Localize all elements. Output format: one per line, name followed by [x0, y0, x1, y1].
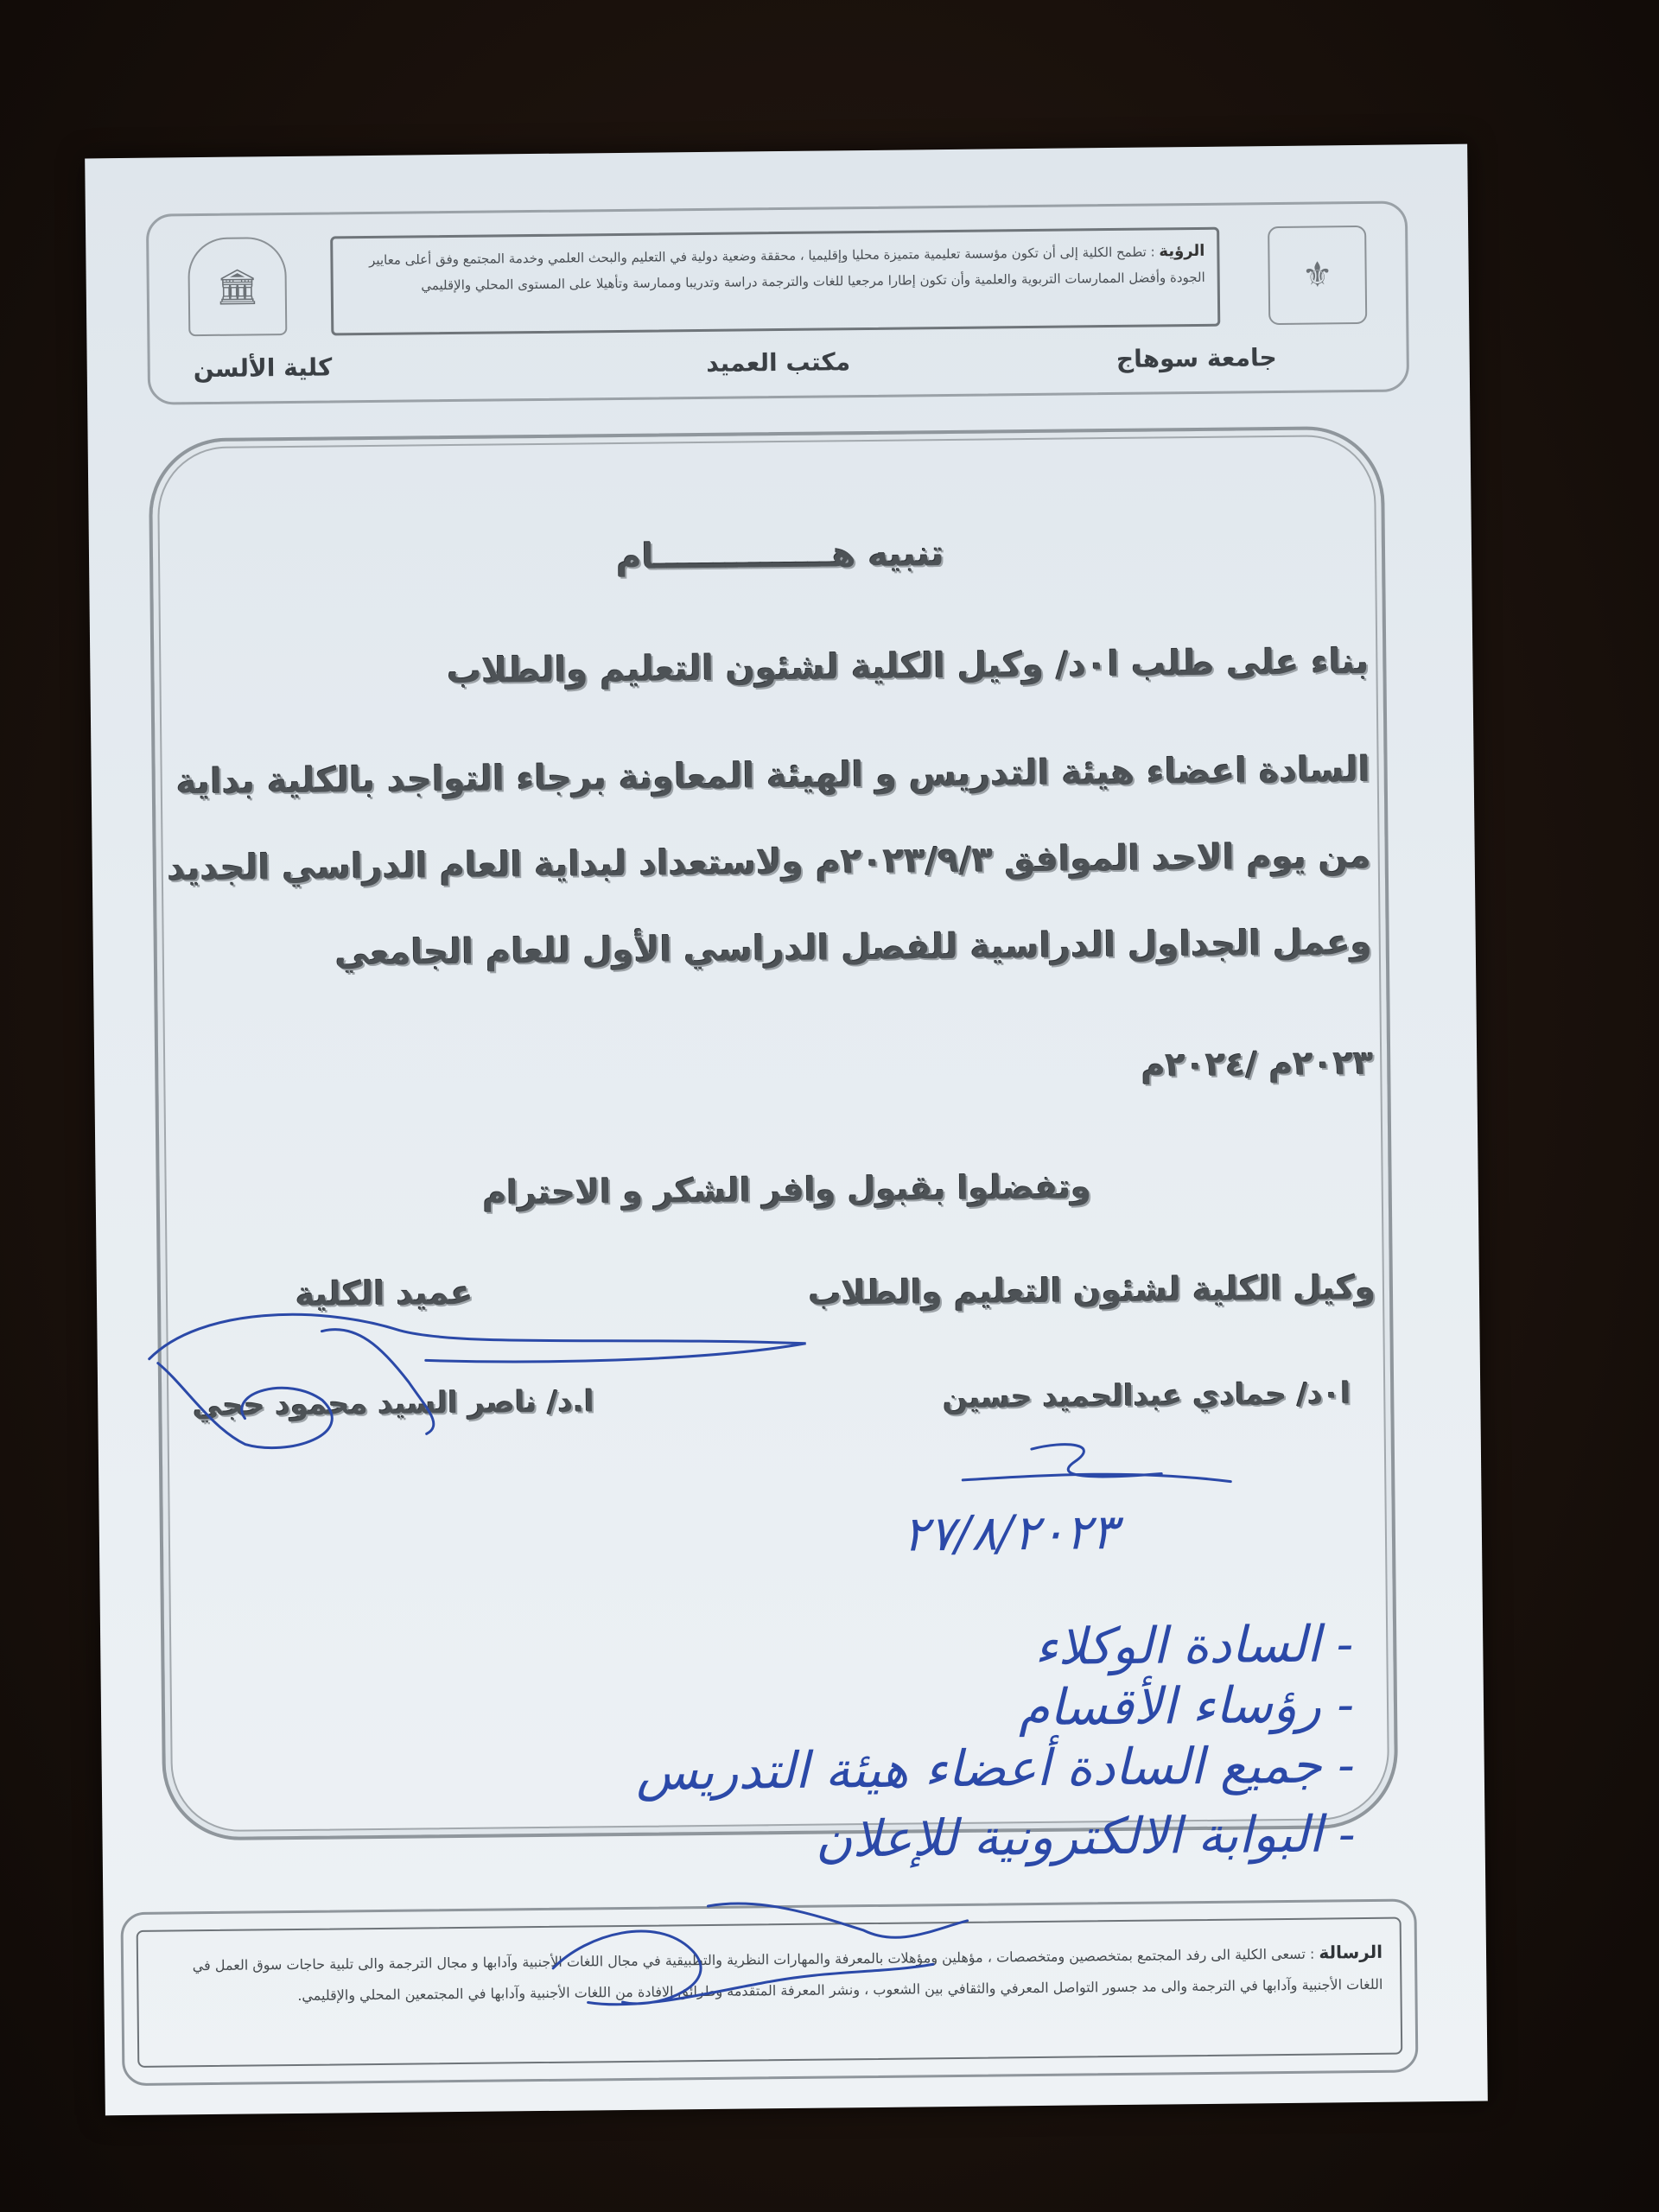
notice-line-5: ٢٠٢٣م /٢٠٢٤م — [1141, 1043, 1374, 1084]
letterhead — [146, 200, 1409, 404]
university-logo-icon: ⚜ — [1268, 226, 1367, 325]
vice-dean-title: وكيل الكلية لشئون التعليم والطلاب — [808, 1268, 1376, 1313]
dean-title: عميد الكلية — [295, 1273, 474, 1313]
dean-name: ا.د/ ناصر السيد محمود حجي — [193, 1384, 594, 1424]
handwritten-note-3: - جميع السادة أعضاء هيئة التدريس — [635, 1735, 1356, 1802]
handwritten-note-4: - البوابة الالكترونية للإعلان — [815, 1804, 1356, 1869]
office-name: مكتب العميد — [706, 347, 851, 378]
vision-statement: الرؤية : تطمح الكلية إلى أن تكون مؤسسة تعليمية متميزة محليا وإقليميا ، محققة وضعية دولية في التعليم والبحث العلمي وخدمة المجتمع وفق أعلى معايير الجودة وأفضل الممارسات التربوية والعلمية وأن تكون إطارا مرجعيا للغات والترجمة دراسة وتدريبا وممارسة وتأهيلا على المستوى المحلي والإقليمي — [330, 227, 1220, 336]
notice-line-2: السادة اعضاء هيئة التدريس و الهيئة المعاونة برجاء التواجد بالكلية بداية — [175, 749, 1370, 803]
vision-label: الرؤية — [1159, 241, 1205, 261]
vision-text: تطمح الكلية إلى أن تكون مؤسسة تعليمية متميزة محليا وإقليميا ، محققة وضعية دولية في التعليم والبحث العلمي وخدمة المجتمع وفق أعلى معايير الجودة وأفضل الممارسات التربوية والعلمية وأن تكون إطارا مرجعيا للغات والترجمة دراسة وتدريبا وممارسة وتأهيلا على المستوى المحلي والإقليمي — [368, 244, 1205, 294]
handwritten-note-1: - السادة الوكلاء — [1033, 1614, 1354, 1677]
notice-line-1: بناء على طلب ا٠د/ وكيل الكلية لشئون التعليم والطلاب — [447, 641, 1370, 692]
notice-title: تنبيه هـــــــــــــــام — [616, 534, 944, 578]
mission-statement: الرسالة : تسعى الكلية الى رفد المجتمع بمتخصصين ومتخصصات ، مؤهلين ومؤهلات بالمعرفة والمهارات النظرية والتطبيقية في مجال اللغات الأجنبية وآدابها و مجال الترجمة والى تلبية حاجات سوق العمل في اللغات الأجنبية وآدابها في الترجمة والى مد جسور التواصل المعرفي والثقافي بين الشعوب ، ونشر المعرفة المتقدمة وطرائق الافادة من اللغات الأجنبية وآدابها في المجتمعين المحلي والإقليمي. — [137, 1917, 1403, 2068]
document-paper — [85, 144, 1488, 2116]
closing-line: وتفضلوا بقبول وافر الشكر و الاحترام — [482, 1167, 1092, 1212]
vice-dean-name: ا٠د/ حمادي عبدالحميد حسين — [943, 1376, 1351, 1416]
handwritten-note-2: - رؤساء الأقسام — [1018, 1675, 1355, 1738]
mission-label: الرسالة — [1319, 1941, 1383, 1963]
faculty-name: كلية الألسن — [193, 353, 333, 384]
mission-box — [120, 1898, 1418, 2086]
handwritten-date: ٢٧/٨/٢٠٢٣ — [902, 1504, 1118, 1563]
notice-line-3: من يوم الاحد الموافق ٢٠٢٣/٩/٣م ولاستعداد لبداية العام الدراسي الجديد — [167, 836, 1371, 889]
university-name: جامعة سوهاج — [1116, 343, 1277, 373]
notice-line-4: وعمل الجداول الدراسية للفصل الدراسي الأول للعام الجامعي — [334, 922, 1373, 974]
mission-text: تسعى الكلية الى رفد المجتمع بمتخصصين ومتخصصات ، مؤهلين ومؤهلات بالمعرفة والمهارات النظرية والتطبيقية في مجال اللغات الأجنبية وآدابها و مجال الترجمة والى تلبية حاجات سوق العمل في اللغات الأجنبية وآدابها في الترجمة والى مد جسور التواصل المعرفي والثقافي بين الشعوب ، ونشر المعرفة المتقدمة وطرائق الافادة من اللغات الأجنبية وآدابها في المجتمعين المحلي والإقليمي. — [192, 1945, 1383, 2004]
faculty-logo-icon: 🏛 — [188, 237, 287, 336]
